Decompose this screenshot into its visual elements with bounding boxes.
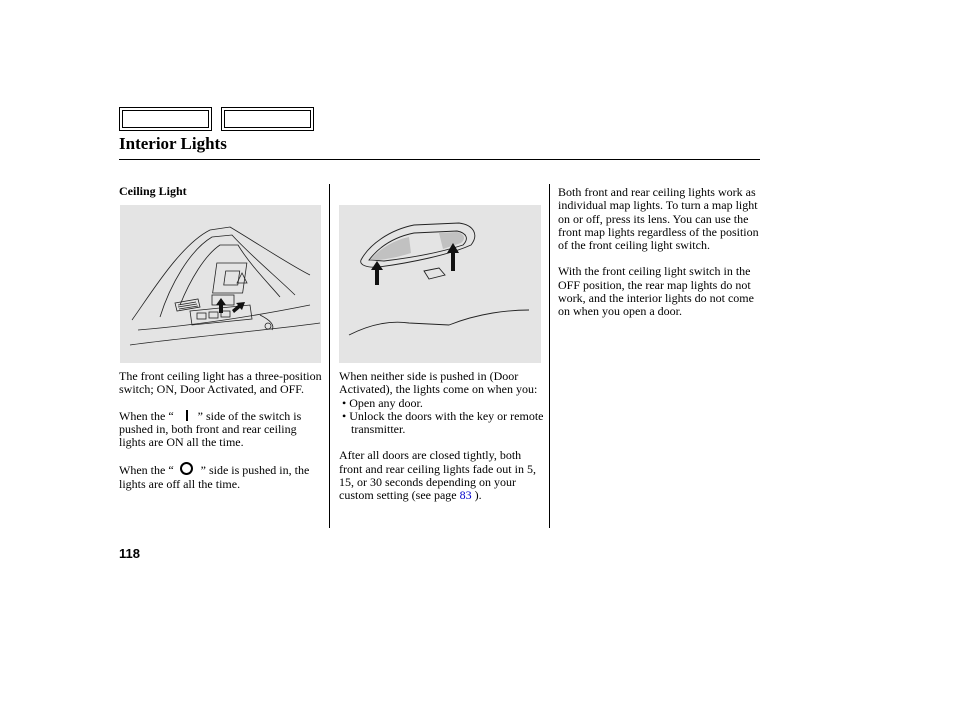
nav-button-2[interactable] — [221, 107, 314, 131]
paragraph: Both front and rear ceiling lights work as individual map lights. To turn a map light on or off, press its lens. You can use the front map lights regardless of the position of the front ceiling light switch. — [558, 185, 759, 253]
rear-map-lights-illustration — [339, 205, 541, 363]
nav-button-1[interactable] — [119, 107, 212, 131]
paragraph: When neither side is pushed in (Door Activated), the lights come on when you: — [339, 369, 538, 397]
column-2-text — [339, 370, 544, 503]
column-divider-2 — [549, 184, 550, 528]
title-rule — [119, 159, 760, 160]
paragraph: After all doors are closed tightly, both front and rear ceiling lights fade out in 5, 15, or 30 seconds depending on your custom setting (see page 83 ). — [339, 448, 536, 503]
off-switch-icon — [180, 462, 193, 475]
paragraph: The front ceiling light has a three-position switch; ON, Door Activated, and OFF. — [119, 369, 322, 397]
paragraph: When the “ ” side of the switch is pushed in, both front and rear ceiling lights are ON all the time. — [119, 408, 302, 450]
page-number: 118 — [119, 546, 140, 561]
page-title: Interior Lights — [119, 134, 227, 153]
column-divider-1 — [329, 184, 330, 528]
front-ceiling-light-illustration — [120, 205, 321, 363]
on-switch-icon — [186, 410, 188, 421]
section-subtitle: Ceiling Light — [119, 184, 187, 198]
column-1-text — [119, 370, 324, 491]
page-link[interactable]: 83 — [459, 488, 472, 503]
paragraph: When the “ ” side is pushed in, the lights are off all the time. — [119, 463, 310, 491]
list-item: • Unlock the doors with the key or remote transmitter. — [342, 408, 544, 437]
paragraph: With the front ceiling light switch in the OFF position, the rear map lights do not work, and the interior lights do not come on when you open a door. — [558, 264, 754, 319]
column-3-text — [558, 186, 763, 319]
list-item: • Open any door. — [342, 395, 423, 410]
